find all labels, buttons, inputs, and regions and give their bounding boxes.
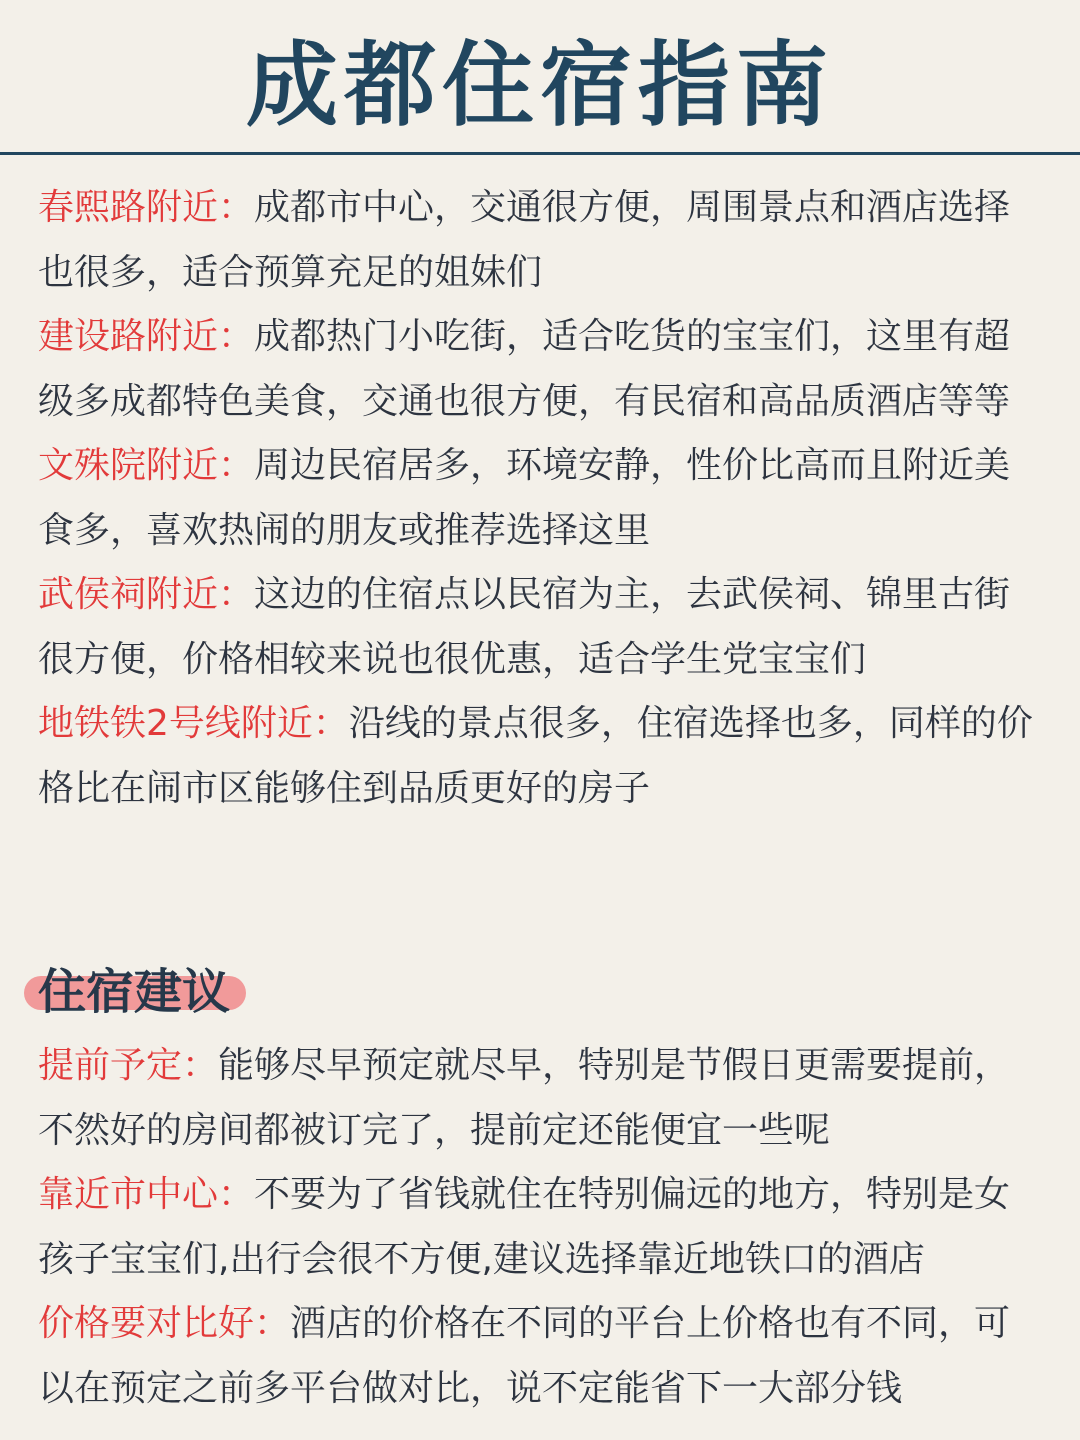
tip-entry-compare-prices	[38, 1292, 1042, 1421]
area-label: 文殊院附近：	[38, 445, 255, 486]
tips-list	[38, 1034, 1042, 1421]
area-entry-jianshe-road	[38, 305, 1042, 434]
area-entry-chunxi-road	[38, 176, 1042, 305]
area-list	[38, 176, 1042, 821]
area-description: 这边的住宿点以民宿为主，去武侯祠、锦里古街很方便，价格相较来说也很优惠，适合学生党宝宝们	[38, 574, 1011, 680]
area-description: 沿线的景点很多，住宿选择也多，同样的价格比在闹市区能够住到品质更好的房子	[38, 703, 1033, 809]
area-label: 武侯祠附近：	[38, 574, 255, 615]
tip-label: 靠近市中心：	[38, 1174, 255, 1215]
tip-label: 价格要对比好：	[38, 1303, 291, 1344]
area-entry-metro-line-2	[38, 692, 1042, 821]
area-entry-wenshu-monastery	[38, 434, 1042, 563]
tip-entry-near-center	[38, 1163, 1042, 1292]
area-label: 春熙路附近：	[38, 187, 255, 228]
tip-description: 能够尽早预定就尽早，特别是节假日更需要提前，不然好的房间都被订完了，提前定还能便宜一些呢	[38, 1045, 1011, 1151]
area-description: 成都热门小吃街，适合吃货的宝宝们，这里有超级多成都特色美食，交通也很方便，有民宿和高品质酒店等等	[38, 316, 1011, 422]
tip-entry-book-early	[38, 1034, 1042, 1163]
tip-description: 酒店的价格在不同的平台上价格也有不同，可以在预定之前多平台做对比，说不定能省下一大部分钱	[38, 1303, 1011, 1409]
tip-description: 不要为了省钱就住在特别偏远的地方，特别是女孩子宝宝们,出行会很不方便,建议选择靠近地铁口的酒店	[38, 1174, 1011, 1280]
title-block	[0, 0, 1080, 155]
area-label: 建设路附近：	[38, 316, 255, 357]
tips-heading	[38, 960, 278, 1024]
tips-title: 住宿建议	[38, 964, 231, 1020]
area-description: 成都市中心，交通很方便，周围景点和酒店选择也很多，适合预算充足的姐妹们	[38, 187, 1011, 293]
area-label: 地铁铁2号线附近：	[38, 703, 349, 744]
area-description: 周边民宿居多，环境安静，性价比高而且附近美食多，喜欢热闹的朋友或推荐选择这里	[38, 445, 1011, 551]
area-entry-wuhou-shrine	[38, 563, 1042, 692]
tip-label: 提前予定：	[38, 1045, 219, 1086]
page-title: 成都住宿指南	[245, 32, 834, 139]
